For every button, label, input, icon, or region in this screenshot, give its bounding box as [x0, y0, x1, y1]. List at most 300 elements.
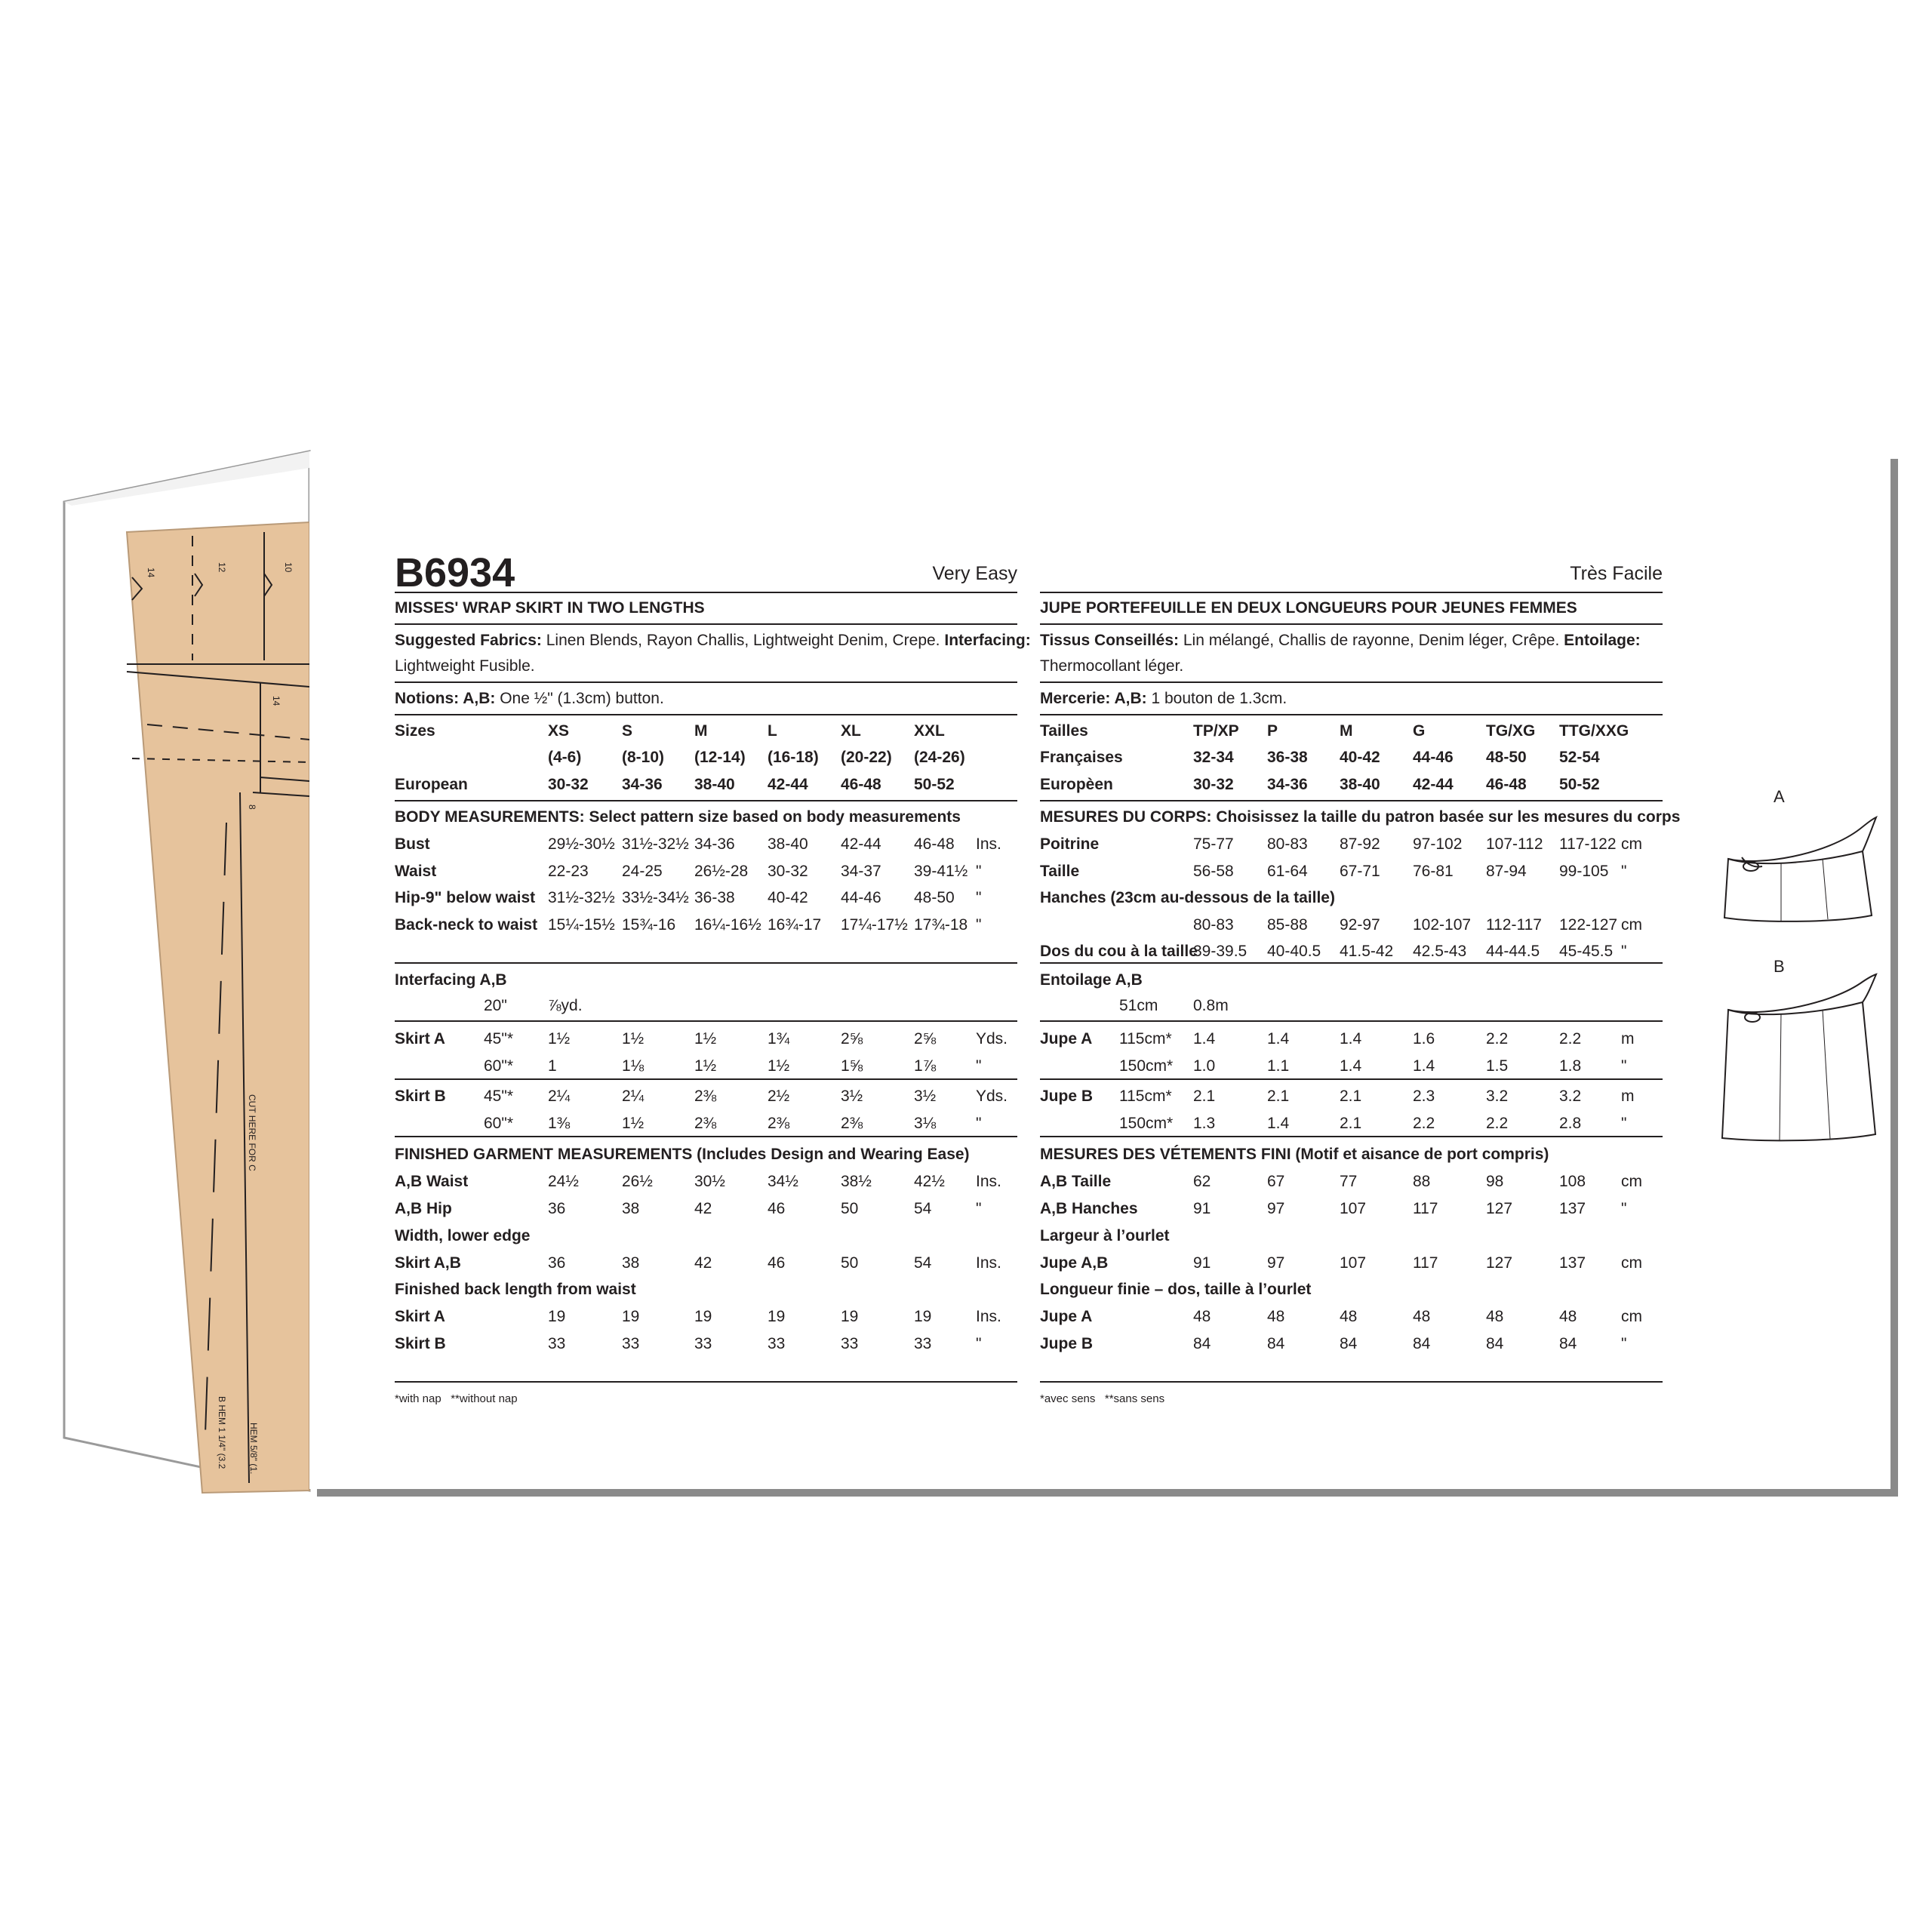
cut-here-marking: CUT HERE FOR C — [247, 1094, 257, 1171]
divider — [1040, 1381, 1663, 1383]
body-row-label: Waist — [395, 862, 437, 880]
finished-heading: FINISHED GARMENT MEASUREMENTS (Includes Design and Wearing Ease) — [395, 1146, 970, 1163]
body-value: 24-25 — [622, 862, 663, 880]
yardage-value: 3.2 — [1559, 1088, 1582, 1105]
yardage-label: Skirt B — [395, 1088, 446, 1105]
unit: cm — [1621, 1173, 1642, 1190]
finished-value: 50 — [841, 1200, 859, 1217]
divider — [395, 714, 1017, 715]
length-value: 33 — [841, 1335, 859, 1352]
body-heading: MESURES DU CORPS: Choisissez la taille du patron basée sur les mesures du corps — [1040, 808, 1681, 826]
yardage-value: 1.4 — [1413, 1057, 1435, 1075]
width-value: 97 — [1267, 1254, 1285, 1272]
yardage-value: 2⅜ — [694, 1114, 717, 1132]
body-value: 34-37 — [841, 862, 881, 880]
yardage-value: 1.8 — [1559, 1057, 1582, 1075]
footnote: *avec sens **sans sens — [1040, 1392, 1165, 1405]
hip-value: 92-97 — [1340, 915, 1380, 934]
size-header: XS — [548, 722, 570, 740]
sketch-view-a — [1683, 783, 1887, 934]
yardage-value: 2⅜ — [694, 1088, 717, 1105]
body-value: 26½-28 — [694, 862, 749, 880]
unit: cm — [1621, 1254, 1642, 1272]
finished-value: 88 — [1413, 1173, 1431, 1190]
width-value: 38 — [622, 1254, 640, 1272]
length-value: 19 — [768, 1308, 786, 1325]
body-value: 99-105 — [1559, 862, 1609, 880]
finished-value: 24½ — [548, 1173, 579, 1190]
yardage-value: 2⅝ — [841, 1030, 863, 1048]
hip-value: 85-88 — [1267, 915, 1308, 934]
yardage-value: 1 — [548, 1057, 557, 1075]
unit: " — [976, 915, 982, 934]
finished-value: 42 — [694, 1200, 712, 1217]
finished-value: 54 — [914, 1200, 932, 1217]
fabric-width: 115cm* — [1119, 1088, 1172, 1105]
interfacing-heading: Interfacing A,B — [395, 971, 507, 989]
body-value: 38-40 — [768, 835, 808, 853]
body-value: 30-32 — [768, 862, 808, 880]
divider — [395, 1078, 1017, 1080]
regional-label-1: Françaises — [1040, 749, 1123, 766]
hip-value: 122-127 — [1559, 915, 1618, 934]
regional-size: 50-52 — [914, 776, 955, 793]
size-range: 52-54 — [1559, 749, 1600, 766]
yardage-value: 2.2 — [1413, 1114, 1435, 1132]
finished-value: 62 — [1193, 1173, 1211, 1190]
size-range: (20-22) — [841, 749, 892, 766]
unit: cm — [1621, 1308, 1642, 1325]
length-row-label: Jupe A — [1040, 1308, 1093, 1325]
back-value: 39-39.5 — [1193, 943, 1247, 960]
unit: Yds. — [976, 1088, 1008, 1105]
yardage-value: 1⅜ — [548, 1114, 571, 1132]
finished-value: 38 — [622, 1200, 640, 1217]
regional-size: 30-32 — [1193, 776, 1234, 793]
body-value: 31½-32½ — [548, 889, 615, 906]
finished-value: 91 — [1193, 1200, 1211, 1217]
length-value: 84 — [1413, 1335, 1431, 1352]
body-value: 17¾-18 — [914, 915, 968, 934]
length-value: 48 — [1340, 1308, 1358, 1325]
length-value: 19 — [694, 1308, 712, 1325]
yardage-value: 1⅛ — [622, 1057, 645, 1075]
yardage-value: 1½ — [694, 1030, 717, 1048]
regional-size: 30-32 — [548, 776, 589, 793]
yardage-value: 1½ — [622, 1114, 645, 1132]
fabrics-label: Tissus Conseillés: — [1040, 632, 1180, 649]
sketch-view-b — [1683, 953, 1887, 1149]
size-header: TTG/XXG — [1559, 722, 1629, 740]
unit: cm — [1621, 835, 1642, 853]
yardage-label: Skirt A — [395, 1030, 445, 1048]
length-value: 19 — [548, 1308, 566, 1325]
sketch-label-a: A — [1774, 787, 1785, 806]
body-value: 16¼-16½ — [694, 915, 761, 934]
yardage-value: 1.4 — [1340, 1030, 1362, 1048]
divider — [1040, 1136, 1663, 1137]
regional-size: 50-52 — [1559, 776, 1600, 793]
yardage-value: 1.4 — [1267, 1030, 1290, 1048]
length-value: 48 — [1486, 1308, 1504, 1325]
divider — [1040, 800, 1663, 801]
yardage-value: 1.4 — [1267, 1114, 1290, 1132]
regional-size: 42-44 — [768, 776, 808, 793]
fabrics-label: Suggested Fabrics: — [395, 632, 542, 649]
unit: " — [976, 889, 982, 906]
size-header: TP/XP — [1193, 722, 1239, 740]
fabric-width: 150cm* — [1119, 1057, 1174, 1075]
body-value: 61-64 — [1267, 862, 1308, 880]
width-row-label: Skirt A,B — [395, 1254, 461, 1272]
length-row-label: Skirt A — [395, 1308, 445, 1325]
width-value: 117 — [1413, 1254, 1438, 1272]
length-value: 19 — [914, 1308, 932, 1325]
back-value: 45-45.5 — [1559, 943, 1614, 960]
hip-value: 112-117 — [1486, 915, 1542, 934]
fabric-width: 60"* — [484, 1057, 513, 1075]
unit: cm — [1621, 915, 1642, 934]
length-value: 33 — [548, 1335, 566, 1352]
finished-value: 26½ — [622, 1173, 653, 1190]
yardage-value: 2.1 — [1193, 1088, 1216, 1105]
length-value: 48 — [1267, 1308, 1285, 1325]
unit: " — [1621, 862, 1627, 880]
finished-row-label: A,B Hip — [395, 1200, 452, 1217]
size-range: 44-46 — [1413, 749, 1454, 766]
yardage-value: 1⅝ — [841, 1057, 863, 1075]
divider — [1040, 714, 1663, 715]
yardage-value: 2⅝ — [914, 1030, 937, 1048]
finished-value: 77 — [1340, 1173, 1358, 1190]
finished-value: 36 — [548, 1200, 566, 1217]
divider — [1040, 681, 1663, 683]
size-range: 48-50 — [1486, 749, 1527, 766]
yardage-value: 2⅜ — [841, 1114, 863, 1132]
yardage-value: 1½ — [548, 1030, 571, 1048]
size-range: (16-18) — [768, 749, 819, 766]
length-value: 84 — [1340, 1335, 1358, 1352]
yardage-label: Jupe A — [1040, 1030, 1093, 1048]
unit: " — [1621, 1057, 1627, 1075]
body-value: 87-94 — [1486, 862, 1527, 880]
finished-row-label: A,B Taille — [1040, 1173, 1112, 1190]
yardage-value: 2.2 — [1486, 1114, 1509, 1132]
unit: " — [1621, 1114, 1627, 1132]
body-row-label: Poitrine — [1040, 835, 1100, 853]
yardage-value: 1⅞ — [914, 1057, 937, 1075]
width-row-label: Jupe A,B — [1040, 1254, 1109, 1272]
body-value: 15¼-15½ — [548, 915, 615, 934]
finished-value: 38½ — [841, 1173, 872, 1190]
fabrics-text — [1040, 632, 1641, 648]
fabrics-text — [395, 632, 1031, 648]
yardage-value: 2¼ — [622, 1088, 645, 1105]
body-value: 34-36 — [694, 835, 735, 853]
body-row-label: Taille — [1040, 862, 1080, 880]
body-value: 76-81 — [1413, 862, 1454, 880]
body-value: 16¾-17 — [768, 915, 822, 934]
finished-value: 46 — [768, 1200, 786, 1217]
finished-row-label: A,B Waist — [395, 1173, 469, 1190]
notions-label: Mercerie: A,B: — [1040, 690, 1147, 707]
regional-size: 38-40 — [694, 776, 735, 793]
yardage-value: 3⅛ — [914, 1114, 937, 1132]
divider — [395, 1381, 1017, 1383]
size-header: M — [694, 722, 708, 740]
yardage-value: 1.0 — [1193, 1057, 1216, 1075]
size-range: 32-34 — [1193, 749, 1234, 766]
body-value: 44-46 — [841, 889, 881, 906]
regional-size: 46-48 — [1486, 776, 1527, 793]
finished-value: 117 — [1413, 1200, 1438, 1217]
regional-size: 34-36 — [622, 776, 663, 793]
body-value: 107-112 — [1486, 835, 1543, 853]
interfacing-width: 51cm — [1119, 997, 1158, 1014]
finished-value: 127 — [1486, 1200, 1513, 1217]
finished-value: 107 — [1340, 1200, 1367, 1217]
yardage-value: 2.3 — [1413, 1088, 1435, 1105]
fabrics-list: Lin mélangé, Challis de rayonne, Denim léger, Crêpe. — [1183, 632, 1560, 649]
divider — [395, 592, 1017, 593]
length-heading: Finished back length from waist — [395, 1281, 636, 1298]
notions-text — [395, 691, 664, 706]
pattern-number-5: 8 — [247, 804, 257, 810]
footnote: *with nap **without nap — [395, 1392, 518, 1405]
section-title: MISSES' WRAP SKIRT IN TWO LENGTHS — [395, 599, 705, 617]
fabric-width: 60"* — [484, 1114, 513, 1132]
divider — [395, 681, 1017, 683]
length-heading: Longueur finie – dos, taille à l’ourlet — [1040, 1281, 1312, 1298]
section-title: JUPE PORTEFEUILLE EN DEUX LONGUEURS POUR JEUNES FEMMES — [1040, 599, 1577, 617]
body-value: 22-23 — [548, 862, 589, 880]
length-value: 33 — [768, 1335, 786, 1352]
unit: " — [1621, 943, 1627, 960]
pattern-envelope-back — [309, 451, 1890, 1489]
yardage-value: 2.8 — [1559, 1114, 1582, 1132]
size-range: (24-26) — [914, 749, 965, 766]
finished-value: 30½ — [694, 1173, 725, 1190]
body-value: 97-102 — [1413, 835, 1463, 853]
divider — [1040, 623, 1663, 625]
size-header: S — [622, 722, 633, 740]
fabric-width: 115cm* — [1119, 1030, 1172, 1048]
difficulty-level: Very Easy — [932, 563, 1017, 584]
yardage-value: 1.5 — [1486, 1057, 1509, 1075]
pattern-number-2: 12 — [217, 562, 227, 573]
length-value: 84 — [1559, 1335, 1577, 1352]
notions-label: Notions: A,B: — [395, 690, 496, 707]
size-header: L — [768, 722, 777, 740]
body-value: 33½-34½ — [622, 889, 689, 906]
divider — [1040, 1020, 1663, 1022]
finished-heading: MESURES DES VÉTEMENTS FINI (Motif et aisance de port compris) — [1040, 1146, 1549, 1163]
divider — [395, 623, 1017, 625]
body-value: 67-71 — [1340, 862, 1380, 880]
yardage-value: 2.1 — [1340, 1114, 1362, 1132]
yardage-value: 1.3 — [1193, 1114, 1216, 1132]
width-value: 54 — [914, 1254, 932, 1272]
unit: Ins. — [976, 1173, 1001, 1190]
width-value: 46 — [768, 1254, 786, 1272]
fabric-width: 45"* — [484, 1030, 513, 1048]
unit: " — [976, 1114, 982, 1132]
body-value: 117-122 — [1559, 835, 1617, 853]
unit: m — [1621, 1088, 1635, 1105]
body-value: 40-42 — [768, 889, 808, 906]
body-value: 31½-32½ — [622, 835, 689, 853]
unit: Ins. — [976, 1308, 1001, 1325]
interfacing-label: Interfacing: — [944, 632, 1031, 649]
divider — [1040, 1078, 1663, 1080]
regional-size: 34-36 — [1267, 776, 1308, 793]
body-value: 15¾-16 — [622, 915, 676, 934]
width-heading: Width, lower edge — [395, 1227, 531, 1244]
body-row-label: Bust — [395, 835, 430, 853]
unit: " — [976, 1335, 982, 1352]
yardage-value: 3½ — [914, 1088, 937, 1105]
regional-label: Europèen — [1040, 776, 1113, 793]
back-value: 41.5-42 — [1340, 943, 1394, 960]
length-value: 48 — [1193, 1308, 1211, 1325]
length-value: 48 — [1413, 1308, 1431, 1325]
notions-list: 1 bouton de 1.3cm. — [1151, 690, 1287, 707]
width-value: 107 — [1340, 1254, 1367, 1272]
interfacing-amount: ⅞yd. — [548, 997, 583, 1014]
yardage-value: 1½ — [768, 1057, 790, 1075]
back-row-label: Dos du cou à la taille — [1040, 943, 1198, 960]
difficulty-level-fr: Très Facile — [1570, 563, 1663, 584]
width-value: 36 — [548, 1254, 566, 1272]
sketch-label-b: B — [1774, 957, 1785, 976]
unit: Yds. — [976, 1030, 1008, 1048]
length-value: 19 — [622, 1308, 640, 1325]
yardage-value: 3½ — [841, 1088, 863, 1105]
fabric-width: 150cm* — [1119, 1114, 1174, 1132]
notions-text — [1040, 691, 1287, 706]
pattern-number-1: 14 — [146, 568, 156, 578]
length-value: 19 — [841, 1308, 859, 1325]
body-value: 42-44 — [841, 835, 881, 853]
yardage-value: 1.6 — [1413, 1030, 1435, 1048]
body-value: 80-83 — [1267, 835, 1308, 853]
finished-value: 108 — [1559, 1173, 1586, 1190]
divider — [395, 1136, 1017, 1137]
back-value: 40-40.5 — [1267, 943, 1321, 960]
interfacing-width: 20" — [484, 997, 507, 1014]
yardage-value: 2⅜ — [768, 1114, 790, 1132]
size-range: 36-38 — [1267, 749, 1308, 766]
unit: " — [1621, 1335, 1627, 1352]
divider — [1040, 592, 1663, 593]
hem-b-marking: B HEM 1 1/4" (3.2 — [217, 1396, 227, 1469]
hem-marking: HEM 5/8" (1. — [248, 1423, 259, 1475]
width-value: 127 — [1486, 1254, 1513, 1272]
fabrics-list: Linen Blends, Rayon Challis, Lightweight Denim, Crepe. — [546, 632, 940, 649]
yardage-value: 1¾ — [768, 1030, 790, 1048]
yardage-value: 2.1 — [1340, 1088, 1362, 1105]
size-header: M — [1340, 722, 1353, 740]
length-value: 33 — [914, 1335, 932, 1352]
width-value: 137 — [1559, 1254, 1586, 1272]
body-value: 17¼-17½ — [841, 915, 908, 934]
yardage-value: 1.4 — [1193, 1030, 1216, 1048]
pattern-number-3: 10 — [283, 562, 294, 573]
yardage-value: 1½ — [694, 1057, 717, 1075]
interfacing-heading: Entoilage A,B — [1040, 971, 1143, 989]
yardage-value: 2½ — [768, 1088, 790, 1105]
divider — [395, 1020, 1017, 1022]
size-header: XXL — [914, 722, 945, 740]
length-value: 33 — [694, 1335, 712, 1352]
body-row-label: Back-neck to waist — [395, 915, 538, 934]
width-heading: Largeur à l’ourlet — [1040, 1227, 1170, 1244]
back-value: 44-44.5 — [1486, 943, 1540, 960]
length-value: 84 — [1193, 1335, 1211, 1352]
interfacing-label: Entoilage: — [1564, 632, 1641, 649]
hip-value: 80-83 — [1193, 915, 1234, 934]
unit: Ins. — [976, 1254, 1001, 1272]
yardage-value: 2.2 — [1559, 1030, 1582, 1048]
body-value: 56-58 — [1193, 862, 1234, 880]
yardage-label: Jupe B — [1040, 1088, 1094, 1105]
regional-size: 46-48 — [841, 776, 881, 793]
size-header: G — [1413, 722, 1426, 740]
yardage-value: 1½ — [622, 1030, 645, 1048]
regional-label: European — [395, 776, 468, 793]
hip-value: 102-107 — [1413, 915, 1472, 934]
finished-value: 42½ — [914, 1173, 945, 1190]
unit: " — [976, 1200, 982, 1217]
length-value: 48 — [1559, 1308, 1577, 1325]
interfacing-type: Lightweight Fusible. — [395, 657, 535, 675]
yardage-value: 3.2 — [1486, 1088, 1509, 1105]
notions-list: One ½" (1.3cm) button. — [500, 690, 664, 707]
unit: " — [976, 1057, 982, 1075]
length-value: 84 — [1267, 1335, 1285, 1352]
interfacing-amount: 0.8m — [1193, 997, 1229, 1014]
back-value: 42.5-43 — [1413, 943, 1467, 960]
unit: m — [1621, 1030, 1635, 1048]
divider — [395, 800, 1017, 801]
body-row-label: Hip-9" below waist — [395, 889, 536, 906]
body-value: 46-48 — [914, 835, 955, 853]
regional-size: 38-40 — [1340, 776, 1380, 793]
body-value: 87-92 — [1340, 835, 1380, 853]
size-header: XL — [841, 722, 861, 740]
width-value: 50 — [841, 1254, 859, 1272]
sizes-label: Sizes — [395, 722, 435, 740]
unit: " — [1621, 1200, 1627, 1217]
yardage-value: 1.1 — [1267, 1057, 1290, 1075]
pattern-number-4: 14 — [271, 696, 281, 706]
unit: Ins. — [976, 835, 1001, 853]
size-range: (8-10) — [622, 749, 665, 766]
pattern-number: B6934 — [395, 550, 515, 595]
body-value: 48-50 — [914, 889, 955, 906]
length-row-label: Skirt B — [395, 1335, 446, 1352]
width-value: 91 — [1193, 1254, 1211, 1272]
divider — [1040, 962, 1663, 964]
finished-value: 97 — [1267, 1200, 1285, 1217]
yardage-value: 2.1 — [1267, 1088, 1290, 1105]
divider — [395, 962, 1017, 964]
yardage-value: 2¼ — [548, 1088, 571, 1105]
finished-value: 67 — [1267, 1173, 1285, 1190]
length-value: 84 — [1486, 1335, 1504, 1352]
body-value: 29½-30½ — [548, 835, 615, 853]
regional-size: 42-44 — [1413, 776, 1454, 793]
